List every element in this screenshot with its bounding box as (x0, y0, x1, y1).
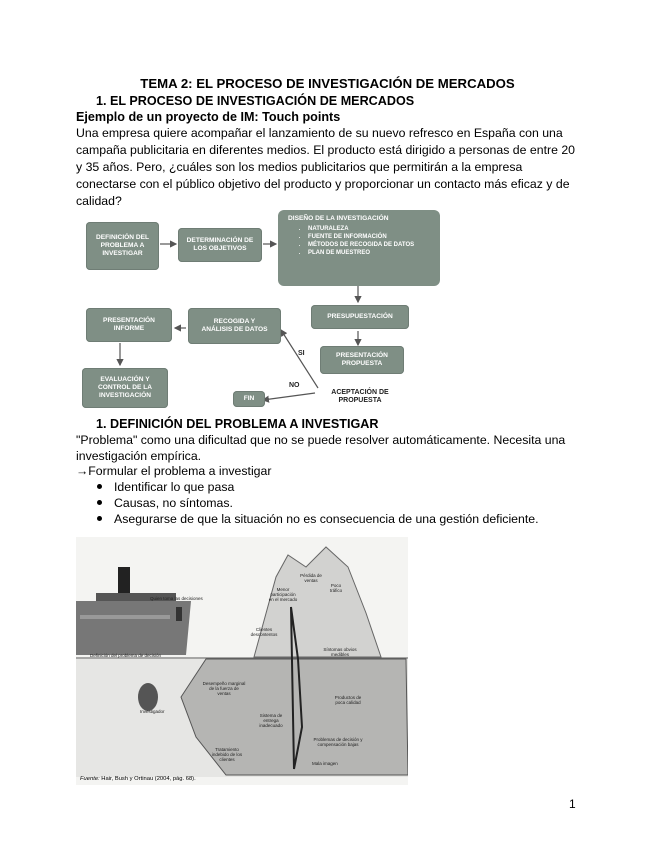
diseno-item: • FUENTE DE INFORMACIÓN (308, 233, 440, 241)
figure-source-caption (80, 776, 196, 782)
label-clientes: Clientes descontentos (250, 627, 278, 637)
ship-hull (76, 601, 191, 655)
label-productos: Productos de poca calidad (334, 695, 362, 705)
section-heading-proceso: 1. EL PROCESO DE INVESTIGACIÓN DE MERCADOS (96, 94, 415, 108)
box-presentacion-informe (86, 308, 172, 342)
label-perdida: Pérdida de ventas (300, 573, 322, 583)
box-definicion-label: DEFINICIÓN DEL PROBLEMA A INVESTIGAR (95, 234, 150, 257)
iceberg-figure (76, 537, 408, 785)
box-diseno-title: DISEÑO DE LA INVESTIGACIÓN (288, 215, 389, 222)
label-poco-trafico: Poco tráfico (329, 583, 343, 593)
bullet-item (97, 480, 234, 494)
label-sistema: Sistema de entrega inadecuado (259, 713, 283, 728)
label-desempeno: Desempeño marginal de la fuerza de ventas (202, 681, 246, 696)
page-title: TEMA 2: EL PROCESO DE INVESTIGACIÓN DE MERCADOS (140, 76, 515, 91)
box-recogida (188, 308, 281, 344)
label-sintomas: Síntomas obvios medibles (323, 647, 357, 657)
label-investigador: Investigador (140, 709, 165, 714)
diver-figure (138, 683, 158, 711)
box-diseno-list (278, 225, 440, 257)
label-no: NO (289, 382, 300, 389)
label-quien: Quien toma las decisiones (150, 596, 203, 601)
diseno-item: • PLAN DE MUESTREO (308, 249, 440, 257)
box-presentacion-propuesta-label: PRESENTACIÓN PROPUESTA (336, 352, 388, 367)
diseno-item: • NATURALEZA (308, 225, 440, 233)
box-presentacion-propuesta (320, 346, 404, 374)
label-si: SI (298, 350, 305, 357)
iceberg-tip (254, 547, 381, 657)
label-trato: Tratamiento indebido de los clientes (211, 747, 243, 762)
box-presentacion-informe-label: PRESENTACIÓN INFORME (103, 317, 155, 332)
decision-maker-figure (176, 607, 182, 621)
example-subheading: Ejemplo de un proyecto de IM: Touch points (76, 110, 341, 124)
bullet-text: Causas, no síntomas. (114, 496, 233, 510)
box-recogida-label: RECOGIDA Y ANÁLISIS DE DATOS (201, 318, 268, 333)
bullet-icon (97, 516, 102, 521)
formular-line: →Formular el problema a investigar (76, 464, 272, 478)
example-paragraph: Una empresa quiere acompañar el lanzamiento de su nuevo refresco en España con una campaña publicitaria en diferentes medios. El producto está dirigido a personas de entre 20 y 35 años. Pero, ¿cuáles son los medios publicitarios que permitirán a la empresa conectarse con el público objetivo del producto y proporcionar un contacto más eficaz y de calidad? (76, 126, 576, 208)
section-heading-definicion: 1. DEFINICIÓN DEL PROBLEMA A INVESTIGAR (96, 417, 379, 431)
figure-source-label: Fuente: (80, 776, 100, 782)
figure-source-text: Hair, Bush y Ortinau (2004, pág. 68). (101, 776, 196, 782)
bullet-item (97, 496, 233, 510)
box-evaluacion (82, 368, 168, 408)
page-number: 1 (569, 797, 576, 811)
ship-stripe (80, 615, 170, 619)
bullet-text: Asegurarse de que la situación no es consecuencia de una gestión deficiente. (114, 512, 539, 526)
box-evaluacion-label: EVALUACIÓN Y CONTROL DE LA INVESTIGACIÓN (97, 376, 153, 399)
label-problemas: Problemas de decisión y compensación bajas (313, 737, 363, 747)
bullet-icon (97, 484, 102, 489)
box-definicion (86, 222, 159, 270)
box-fin (233, 391, 265, 407)
label-definicion-problema: Definición del problema de decisión (90, 653, 162, 658)
bullet-icon (97, 500, 102, 505)
bullet-text: Identificar lo que pasa (114, 480, 235, 494)
problema-paragraph: "Problema" como una dificultad que no se puede resolver automáticamente. Necesita una investigación empírica. (76, 433, 566, 463)
label-aceptacion: ACEPTACIÓN DE PROPUESTA (331, 389, 389, 404)
diseno-item: • MÉTODOS DE RECOGIDA DE DATOS (308, 241, 418, 249)
box-fin-label: FIN (243, 395, 255, 402)
box-diseno (278, 210, 440, 286)
box-determinacion (178, 228, 262, 262)
ship-funnel (118, 567, 130, 593)
box-determinacion-label: DETERMINACIÓN DE LOS OBJETIVOS (186, 237, 254, 252)
box-presupuestacion-label: PRESUPUESTACIÓN (327, 313, 393, 320)
label-menor-participacion: Menor participación en el mercado (268, 587, 298, 602)
label-mala-imagen: Mala imagen (312, 761, 338, 766)
bullet-item (97, 512, 539, 526)
box-presupuestacion (311, 305, 409, 329)
process-diagram (78, 208, 448, 413)
